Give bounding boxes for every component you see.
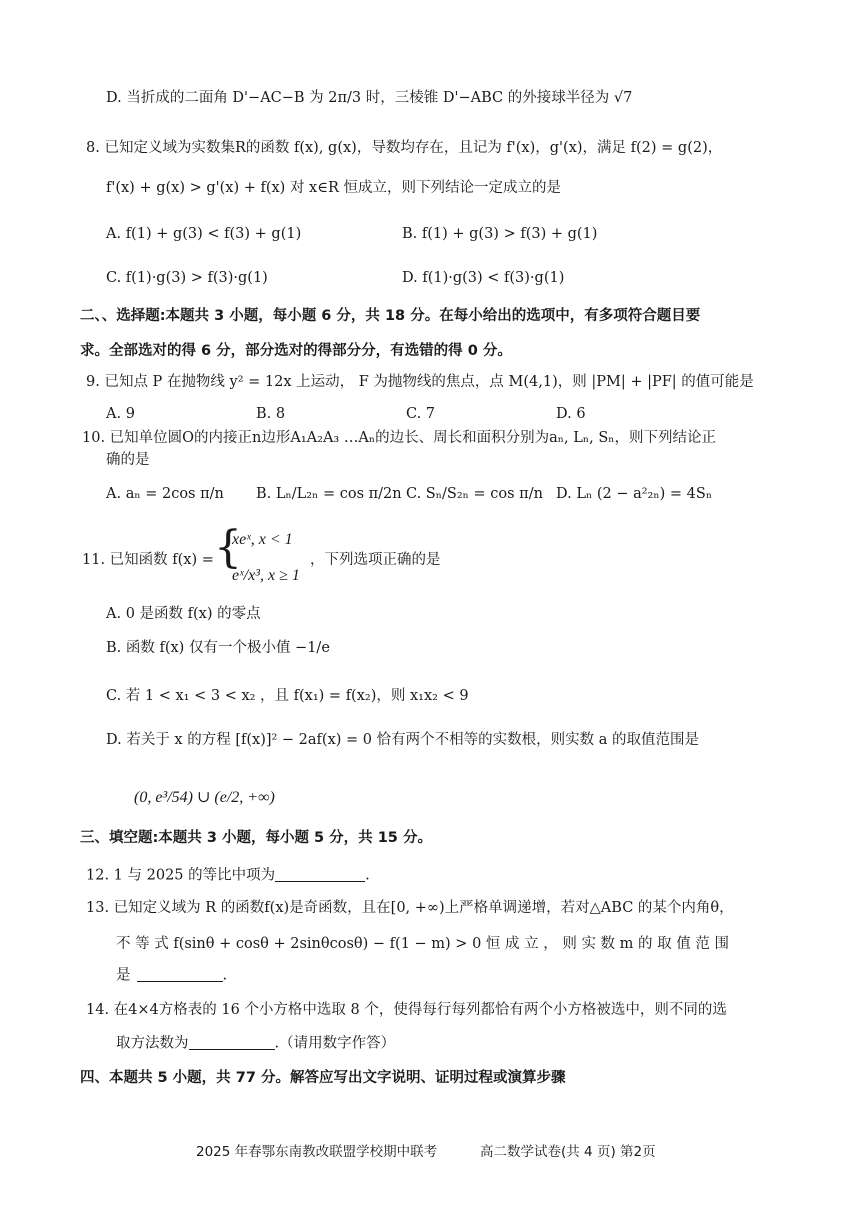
q8-option-c: C. f(1)·g(3) > f(3)·g(1)	[106, 270, 268, 286]
footer-exam-name: 2025 年春鄂东南教改联盟学校期中联考	[196, 1144, 438, 1160]
q8-stem-line1: 8. 已知定义域为实数集R的函数 f(x), g(x)，导数均存在，且记为 f'(x)，g'(x)，满足 f(2) = g(2)，	[86, 140, 723, 156]
q13-line3-prefix: 是	[116, 967, 131, 984]
q8-option-b: B. f(1) + g(3) > f(3) + g(1)	[402, 226, 598, 242]
q14-line1: 14. 在4×4方格表的 16 个小方格中选取 8 个，使得每行每列都恰有两个小方格被选中，则不同的选	[86, 1002, 727, 1018]
q13-line2: 不 等 式 f(sinθ + cosθ + 2sinθcosθ) − f(1 − m) > 0 恒 成 立 ， 则 实 数 m 的 取 值 范 围	[116, 936, 729, 952]
q8-stem-line2: f'(x) + g(x) > g'(x) + f(x) 对 x∈R 恒成立，则下列结论一定成立的是	[106, 180, 561, 196]
q12-end: .	[365, 867, 370, 884]
q10-stem-line2: 确的是	[106, 452, 150, 468]
q10-stem-line1: 10. 已知单位圆O的内接正n边形A₁A₂A₃ …Aₙ的边长、周长和面积分别为aₙ, Lₙ, Sₙ，则下列结论正	[82, 430, 717, 446]
q14-line2	[116, 1034, 395, 1053]
q11-case1: xeˣ, x < 1	[232, 531, 293, 548]
section2-heading-line2: 求。全部选对的得 6 分，部分选对的得部分分，有选错的得 0 分。	[80, 343, 512, 359]
q11-option-a: A. 0 是函数 f(x) 的零点	[106, 606, 261, 622]
q14-line2-prefix: 取方法数为	[116, 1035, 189, 1052]
q11-case2: eˣ/x³, x ≥ 1	[232, 567, 300, 584]
q11-option-d-line1: D. 若关于 x 的方程 [f(x)]² − 2af(x) = 0 恰有两个不相等的实数根，则实数 a 的取值范围是	[106, 732, 699, 748]
q9-stem: 9. 已知点 P 在抛物线 y² = 12x 上运动， F 为抛物线的焦点，点 M(4,1)，则 |PM| + |PF| 的值可能是	[86, 374, 754, 390]
q11-stem-prefix: 11. 已知函数 f(x) =	[82, 552, 214, 568]
q13-answer-blank[interactable]	[137, 966, 223, 982]
q8-option-a: A. f(1) + g(3) < f(3) + g(1)	[106, 226, 302, 242]
section3-heading: 三、填空题:本题共 3 小题，每小题 5 分，共 15 分。	[80, 830, 432, 846]
q10-option-b: B. Lₙ/L₂ₙ = cos π/2n	[256, 486, 402, 502]
q10-option-c: C. Sₙ/S₂ₙ = cos π/n	[406, 486, 543, 502]
q14-line2-end: .（请用数字作答）	[274, 1035, 396, 1052]
q9-option-c: C. 7	[406, 406, 436, 422]
q11-stem-suffix: ，下列选项正确的是	[310, 552, 441, 568]
q14-answer-blank[interactable]	[189, 1034, 275, 1050]
q13-line3-end: .	[222, 967, 228, 984]
q7-option-d: D. 当折成的二面角 D'−AC−B 为 2π/3 时，三棱锥 D'−ABC 的外接球半径为 √7	[106, 90, 633, 106]
q11-option-d-line2: (0, e³/54) ∪ (e/2, +∞)	[134, 789, 275, 806]
q13-line3	[116, 966, 227, 985]
q12-stem: 12. 1 与 2025 的等比中项为	[86, 867, 276, 884]
section2-heading-line1: 二、、选择题:本题共 3 小题，每小题 6 分，共 18 分。在每小给出的选项中，有多项符合题目要	[80, 308, 701, 324]
q9-option-d: D. 6	[556, 406, 586, 422]
piecewise-brace-icon: {	[214, 522, 242, 573]
q11-option-b: B. 函数 f(x) 仅有一个极小值 −1/e	[106, 640, 330, 656]
section4-heading: 四、本题共 5 小题，共 77 分。解答应写出文字说明、证明过程或演算步骤	[80, 1070, 566, 1086]
q12-answer-blank[interactable]	[275, 866, 365, 882]
q9-option-a: A. 9	[106, 406, 135, 422]
q13-line1: 13. 已知定义域为 R 的函数f(x)是奇函数，且在[0, +∞)上严格单调递增，若对△ABC 的某个内角θ，	[86, 900, 734, 916]
q9-option-b: B. 8	[256, 406, 286, 422]
q10-option-d: D. Lₙ (2 − a²₂ₙ) = 4Sₙ	[556, 486, 713, 502]
footer-page-info: 高二数学试卷(共 4 页) 第2页	[480, 1144, 656, 1160]
q11-option-c: C. 若 1 < x₁ < 3 < x₂ ，且 f(x₁) = f(x₂)，则 x₁x₂ < 9	[106, 688, 469, 704]
q12-line	[86, 866, 370, 885]
q8-option-d: D. f(1)·g(3) < f(3)·g(1)	[402, 270, 565, 286]
q10-option-a: A. aₙ = 2cos π/n	[106, 486, 224, 502]
